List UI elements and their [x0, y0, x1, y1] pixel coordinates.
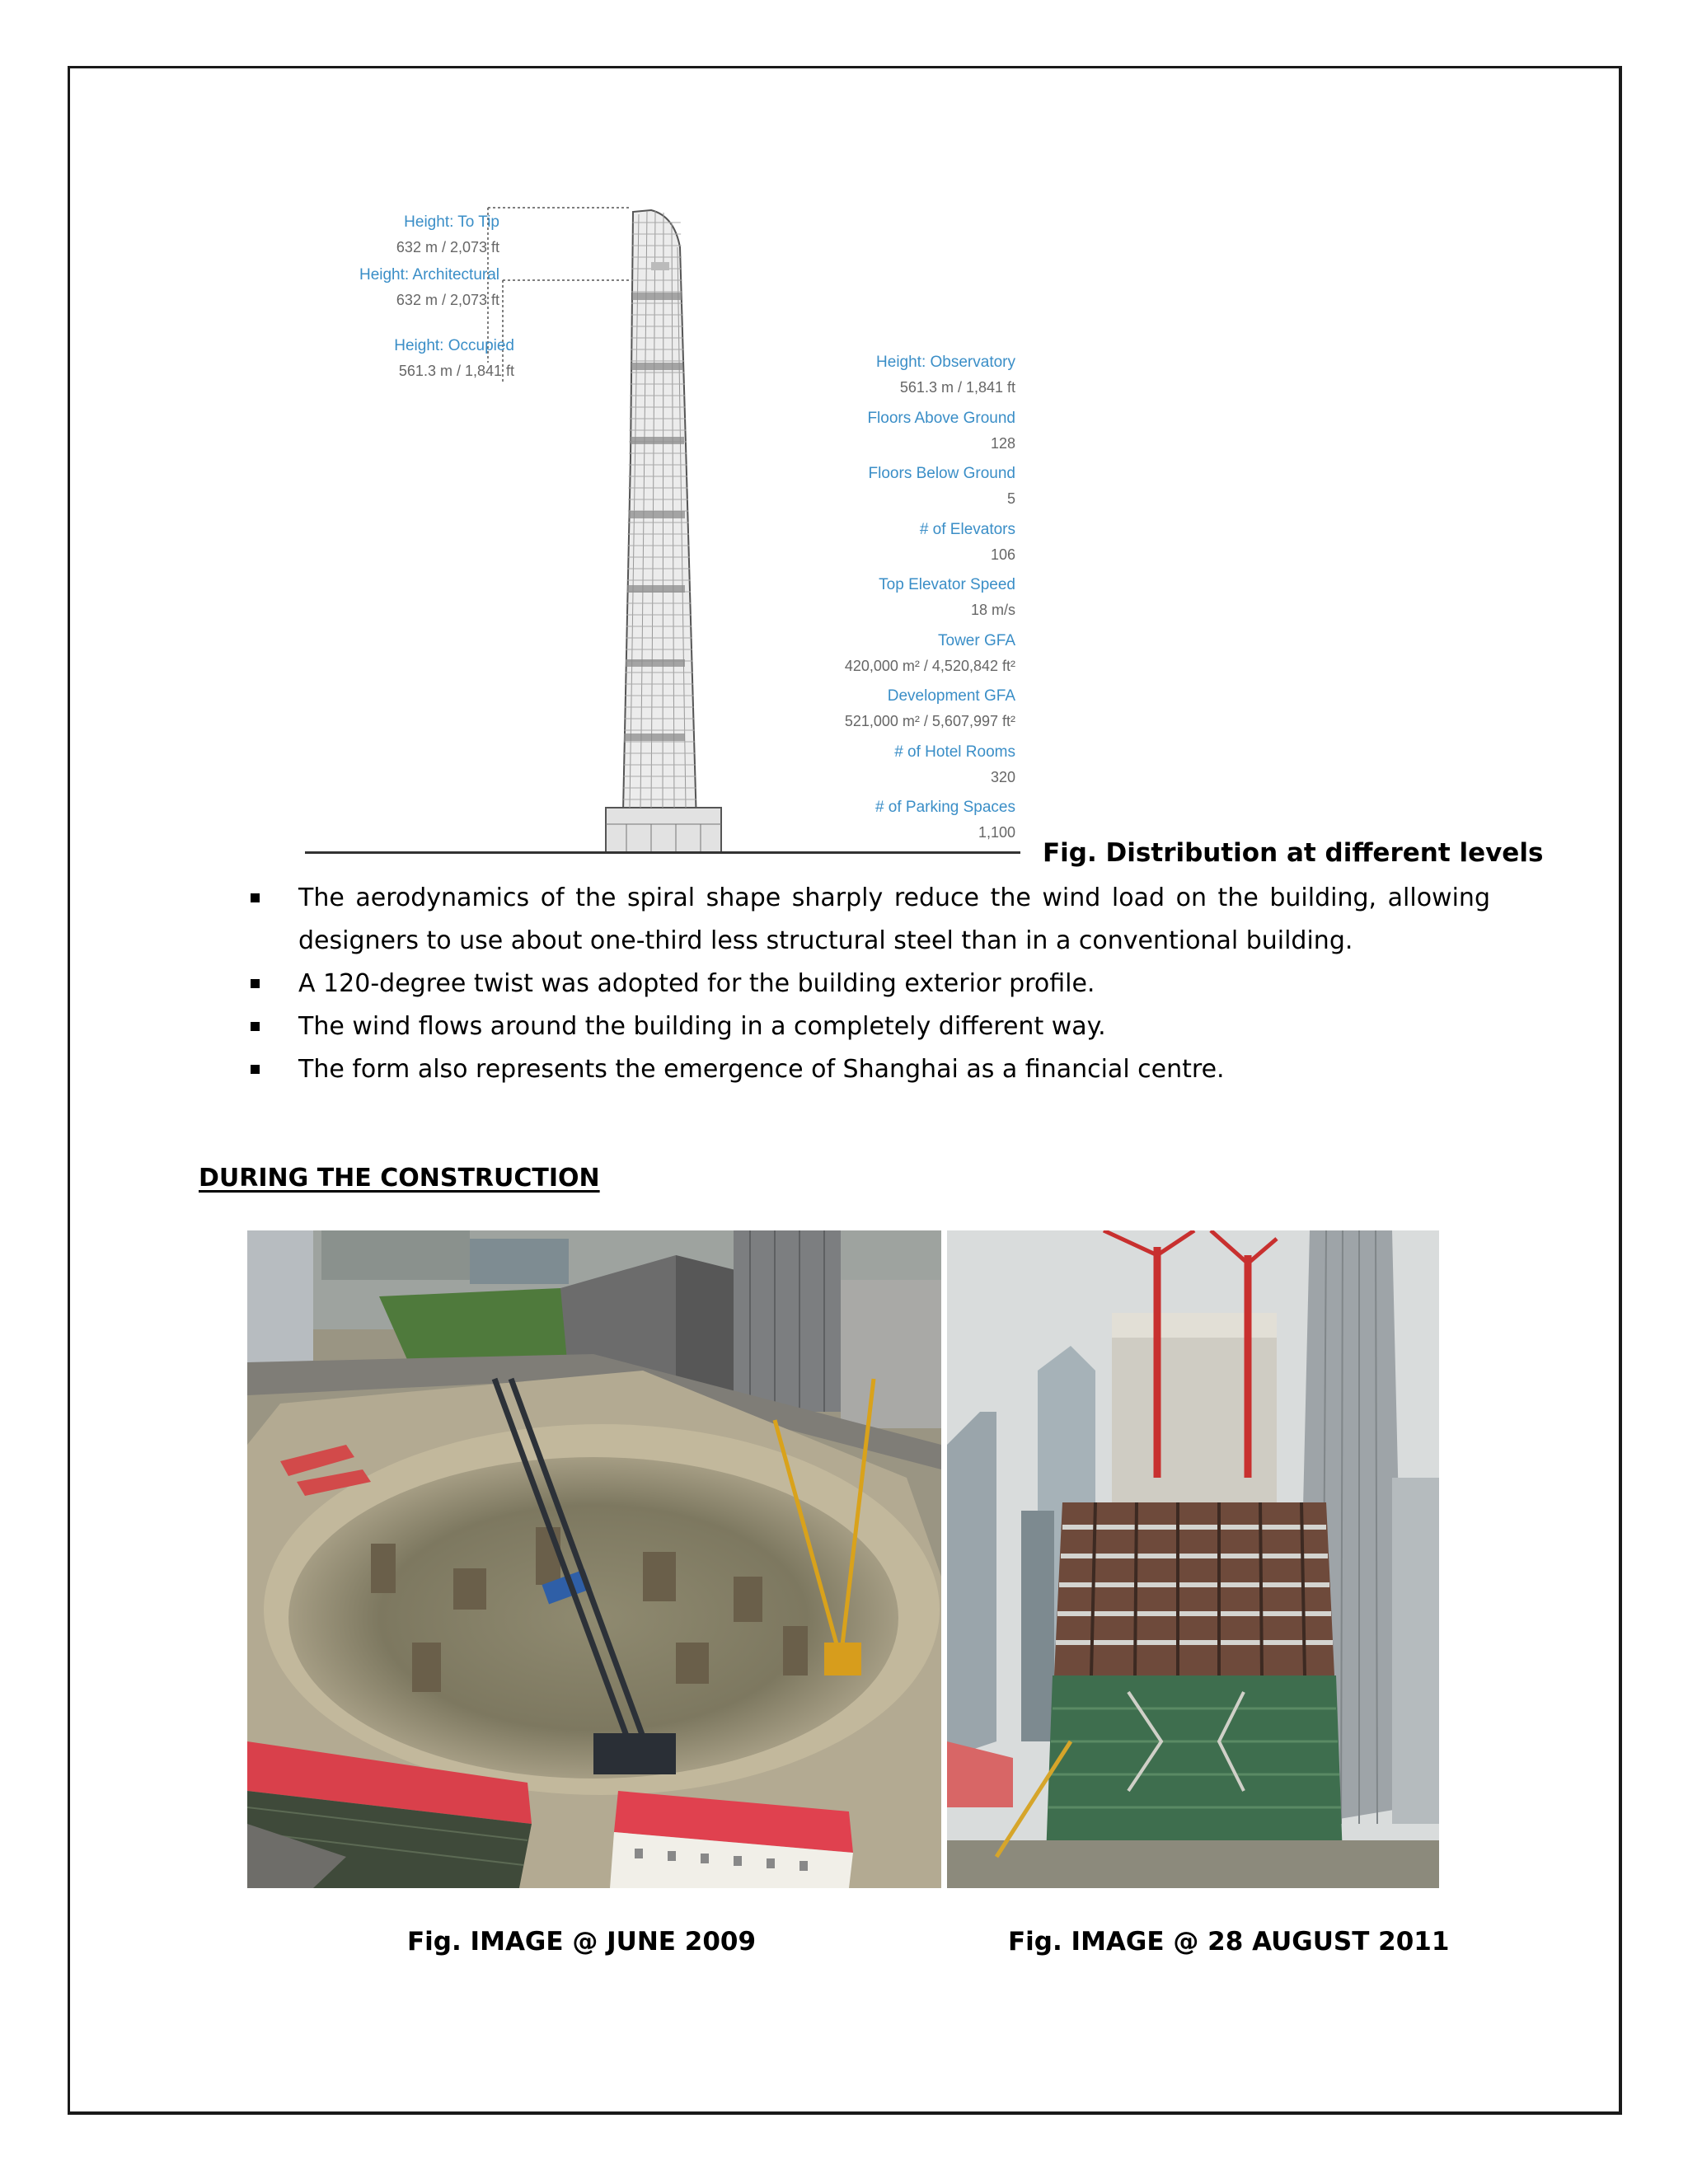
- section-heading: DURING THE CONSTRUCTION: [199, 1164, 600, 1193]
- label-value: 420,000 m² / 4,520,842 ft²: [844, 657, 1015, 674]
- label-height-to-tip: [396, 214, 499, 255]
- label-key: Development GFA: [887, 687, 1015, 705]
- stat-label: [894, 744, 1015, 785]
- stat-label: [845, 688, 1015, 729]
- label-key: Floors Above Ground: [867, 409, 1015, 427]
- stat-label: [875, 799, 1015, 840]
- stat-label: [869, 466, 1015, 506]
- label-value: 128: [990, 434, 1015, 452]
- label-key: # of Hotel Rooms: [894, 743, 1015, 761]
- label-value: 106: [990, 546, 1015, 563]
- bullet-square-icon: [251, 1065, 260, 1074]
- label-key: Top Elevator Speed: [879, 576, 1015, 593]
- photo-june-2009: [247, 1230, 941, 1888]
- stat-label: [920, 522, 1015, 562]
- label-value: 561.3 m / 1,841 ft: [899, 379, 1015, 396]
- bullet-item: [247, 877, 1490, 963]
- label-value: 521,000 m² / 5,607,997 ft²: [844, 713, 1015, 729]
- left-height-labels: [305, 198, 514, 412]
- photo-august-2011: [947, 1230, 1439, 1888]
- label-key: Height: Architectural: [359, 266, 499, 284]
- bullet-text: The wind flows around the building in a completely different way.: [298, 1012, 1106, 1041]
- bullet-list: [247, 877, 1490, 1091]
- label-value: 5: [1006, 490, 1015, 507]
- stat-label: [845, 633, 1015, 673]
- bullet-item: [247, 963, 1490, 1005]
- tower-diagram: [305, 198, 1047, 857]
- photo-caption-august-2011: Fig. IMAGE @ 28 AUGUST 2011: [1008, 1927, 1450, 1957]
- label-key: Height: To Tip: [404, 213, 499, 231]
- bullet-text: The aerodynamics of the spiral shape sharply reduce the wind load on the building, allowing designers to use about one-third less structural steel than in a conventional building.: [298, 883, 1490, 955]
- bullet-item: [247, 1048, 1490, 1091]
- label-value: 632 m / 2,073 ft: [396, 239, 499, 255]
- label-value: 561.3 m / 1,841 ft: [398, 363, 514, 379]
- label-height-architectural: [359, 267, 499, 307]
- label-height-occupied: [394, 338, 514, 378]
- label-key: Floors Below Ground: [868, 465, 1015, 482]
- ground-line: [305, 851, 1020, 854]
- label-key: Tower GFA: [938, 631, 1015, 649]
- bullet-square-icon: [251, 1022, 260, 1031]
- bullet-square-icon: [251, 893, 260, 902]
- stat-label: [867, 410, 1015, 451]
- label-key: Height: Observatory: [876, 354, 1015, 371]
- bullet-square-icon: [251, 979, 260, 988]
- label-value: 632 m / 2,073 ft: [396, 292, 499, 308]
- stat-label: [876, 354, 1015, 395]
- label-key: Height: Occupied: [394, 337, 514, 354]
- bullet-item: [247, 1005, 1490, 1048]
- label-value: 320: [990, 768, 1015, 785]
- label-value: 1,100: [978, 824, 1015, 841]
- bullet-text: A 120-degree twist was adopted for the building exterior profile.: [298, 969, 1095, 998]
- bullet-text: The form also represents the emergence of Shanghai as a financial centre.: [298, 1055, 1225, 1084]
- figure-caption-distribution: Fig. Distribution at different levels: [1043, 838, 1544, 868]
- label-value: 18 m/s: [970, 602, 1015, 618]
- stat-label: [879, 577, 1015, 617]
- label-key: # of Elevators: [919, 520, 1015, 538]
- photo-caption-june-2009: Fig. IMAGE @ JUNE 2009: [407, 1927, 757, 1957]
- label-key: # of Parking Spaces: [874, 799, 1015, 816]
